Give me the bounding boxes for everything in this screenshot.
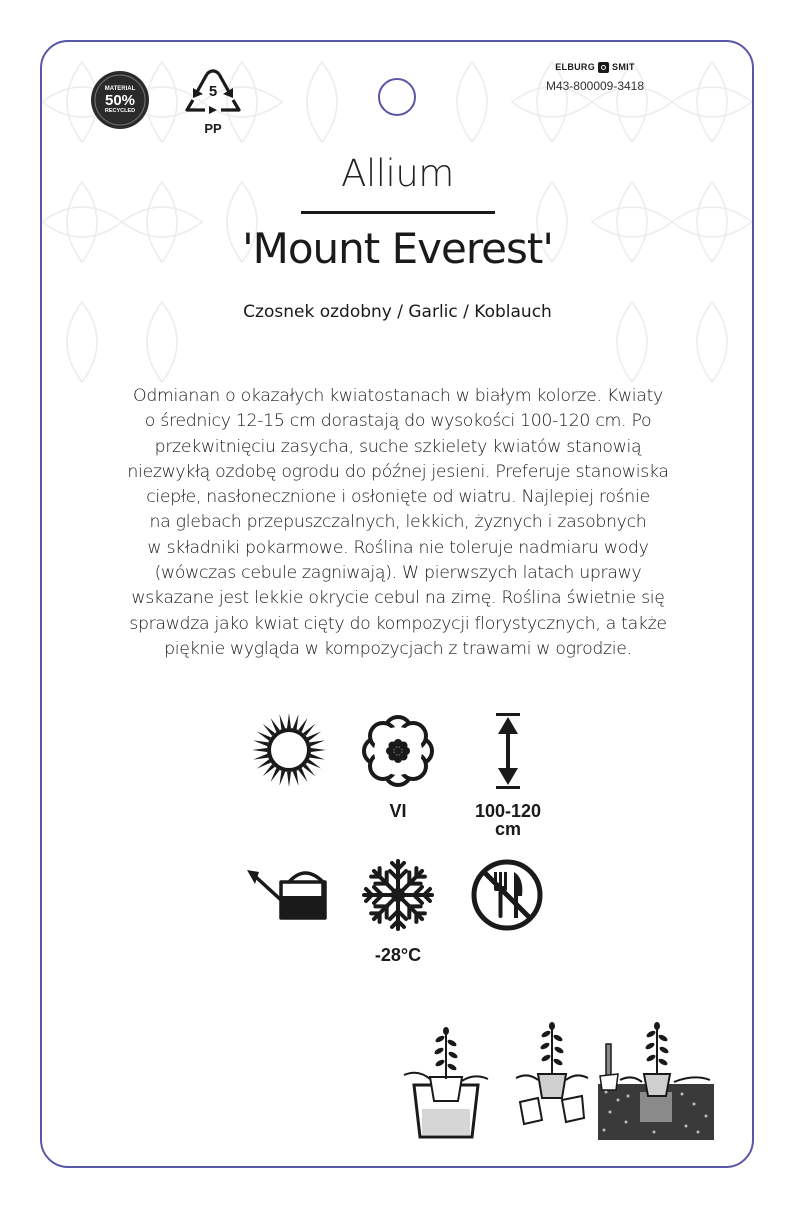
- brand-logo: [535, 59, 655, 75]
- badge-line2: RECYCLED: [104, 107, 136, 114]
- badge-percent: 50%: [104, 91, 136, 109]
- description-line: pięknie wygląda w kompozycjach z trawami w ogrodzie.: [164, 638, 632, 659]
- description-line: sprawdza jako kwiat cięty do kompozycji florystycznych, a także: [129, 613, 667, 634]
- height-unit: cm: [494, 819, 521, 839]
- recycled-badge-text: [90, 70, 150, 130]
- planting-step-unpot-icon: [512, 1022, 592, 1128]
- height-value: 100-120: [474, 801, 542, 821]
- badge-line1: MATERIAL: [104, 85, 136, 92]
- brand-mark-icon: [598, 62, 609, 73]
- description-line: ciepłe, nasłonecznione i osłonięte od wiatru. Najlepiej rośnie: [146, 487, 650, 508]
- hang-hole: [378, 78, 416, 116]
- recycling-material: PP: [204, 121, 222, 136]
- planting-step-pot-icon: [400, 1025, 492, 1143]
- description-line: o średnicy 12-15 cm dorastają do wysokości 100-120 cm. Po: [144, 411, 652, 432]
- description-line: na glebach przepuszczalnych, lekkich, żyznych i zasobnych: [149, 512, 647, 533]
- description-line: przekwitnięciu zasycha, suche szkielety kwiatów stanowią: [154, 436, 642, 457]
- planting-step-soil-icon: [598, 1022, 714, 1142]
- brand-name-right: SMIT: [612, 62, 635, 72]
- snowflake-icon: [360, 857, 436, 933]
- title-divider: [301, 211, 495, 214]
- plant-description: [68, 384, 728, 662]
- sun-icon: [251, 712, 327, 788]
- hardiness-temperature: -28°C: [374, 945, 422, 965]
- watering-can-icon: [245, 866, 329, 922]
- flower-icon: [360, 713, 436, 789]
- not-edible-icon: [470, 858, 544, 932]
- product-code: M43-800009-3418: [545, 79, 645, 93]
- common-names: Czosnek ozdobny / Garlic / Koblauch: [243, 302, 552, 322]
- description-line: wskazane jest lekkie okrycie cebul na zimę. Roślina świetnie się: [131, 588, 665, 609]
- description-line: (wówczas cebule zagniwają). W pierwszych latach uprawy: [154, 563, 642, 584]
- description-line: Odmianan o okazałych kwiatostanach w białym kolorze. Kwiaty: [133, 386, 663, 406]
- brand-name-left: ELBURG: [555, 62, 596, 72]
- recycling-code: 5: [208, 83, 218, 100]
- description-line: w składniki pokarmowe. Roślina nie toleruje nadmiaru wody: [147, 537, 649, 558]
- plant-genus: Allium: [341, 152, 454, 195]
- plant-cultivar: 'Mount Everest': [242, 224, 553, 273]
- height-arrow-icon: [490, 712, 526, 790]
- description-line: niezwykłą ozdobę ogrodu do późnej jesieni. Preferuje stanowiska: [127, 461, 669, 482]
- flowering-month: VI: [389, 801, 407, 821]
